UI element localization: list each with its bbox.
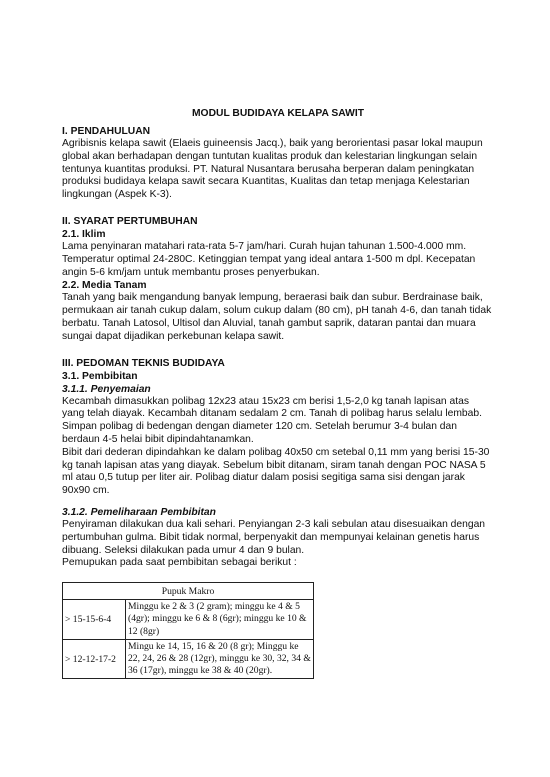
paragraph-pendahuluan: Agribisnis kelapa sawit (Elaeis guineensis Jacq.), baik yang berorientasi pasar lokal maupun global akan berhadapan dengan tuntutan kualitas produk dan kelestarian lingkungan selain tentunya kuantitas produksi. PT. Natural Nusantara berusaha berperan dalam peningkatan produksi budidaya kelapa sawit secara Kuantitas, Kualitas dan tetap menjaga Kelestarian lingkungan (Aspek K-3). [62, 138, 483, 201]
subheading-pemeliharaan: 3.1.2. Pemeliharaan Pembibitan [62, 506, 216, 518]
section-heading-pedoman: III. PEDOMAN TEKNIS BUDIDAYA [62, 357, 225, 369]
paragraph-pemeliharaan-1: Penyiraman dilakukan dua kali sehari. Penyiangan 2-3 kali sebulan atau disesuaikan dengan pertumbuhan gulma. Bibit tidak normal, berpenyakit dan mempunyai kelainan genetis harus dibuang. Seleksi dilakukan pada umur 4 dan 9 bulan. [62, 518, 486, 556]
subheading-media-tanam: 2.2. Media Tanam [62, 280, 147, 292]
paragraph-iklim: Lama penyinaran matahari rata-rata 5-7 jam/hari. Curah hujan tahunan 1.500-4.000 mm. Temperatur optimal 24-280C. Ketinggian tempat yang ideal antara 1-500 m dpl. Kecepatan angin 5-6 km/jam untuk membantu proses penyerbukan. [62, 240, 476, 278]
table-cell-desc: Mingu ke 14, 15, 16 & 20 (8 gr); Minggu ke 22, 24, 26 & 28 (12gr), minggu ke 30, 32, 34 & 36 (17gr), minggu ke 38 & 40 (20gr). [126, 639, 314, 679]
subheading-pembibitan: 3.1. Pembibitan [62, 370, 138, 382]
table-header-row [63, 583, 314, 600]
document-title: MODUL BUDIDAYA KELAPA SAWIT [191, 108, 364, 119]
table-row [63, 600, 314, 640]
paragraph-media-tanam: Tanah yang baik mengandung banyak lempung, beraerasi baik dan subur. Berdrainase baik, permukaan air tanah cukup dalam, solum cukup dalam (80 cm), pH tanah 4-6, dan tanah tidak berbatu. Tanah Latosol, Ultisol dan Aluvial, tanah gambut saprik, dataran pantai dan muara sungai dapat dijadikan perkebunan kelapa sawit. [62, 292, 492, 342]
fertilizer-table [62, 582, 314, 679]
table-cell-code: > 15-15-6-4 [63, 600, 126, 640]
subheading-penyemaian: 3.1.1. Penyemaian [62, 383, 151, 395]
document-body [62, 107, 494, 679]
table-cell-desc: Minggu ke 2 & 3 (2 gram); minggu ke 4 & 5 (4gr); minggu ke 6 & 8 (6gr); minggu ke 10 & 12 (8gr) [126, 600, 314, 640]
paragraph-pemeliharaan-2: Pemupukan pada saat pembibitan sebagai berikut : [62, 557, 297, 569]
section-heading-syarat: II. SYARAT PERTUMBUHAN [62, 215, 198, 227]
paragraph-penyemaian-2: Bibit dari dederan dipindahkan ke dalam polibag 40x50 cm setebal 0,11 mm yang berisi 15-30 kg tanah lapisan atas yang diayak. Sebelum bibit ditanam, siram tanah dengan POC NASA 5 ml atau 0,5 tutup per liter air. Polibag diatur dalam posisi segitiga sama sisi dengan jarak 90x90 cm. [62, 446, 490, 497]
paragraph-penyemaian-1: Kecambah dimasukkan polibag 12x23 atau 15x23 cm berisi 1,5-2,0 kg tanah lapisan atas yang telah diayak. Kecambah ditanam sedalam 2 cm. Tanah di polibag harus selalu lembab. Simpan polibag di bedengan dengan diameter 120 cm. Setelah berumur 3-4 bulan dan berdaun 4-5 helai bibit dipindahtanamkan. [62, 395, 482, 445]
section-heading-pendahuluan: I. PENDAHULUAN [62, 126, 151, 137]
table-cell-code: > 12-12-17-2 [63, 639, 126, 679]
table-row [63, 639, 314, 679]
subheading-iklim: 2.1. Iklim [62, 228, 106, 240]
table-header: Pupuk Makro [63, 583, 314, 600]
